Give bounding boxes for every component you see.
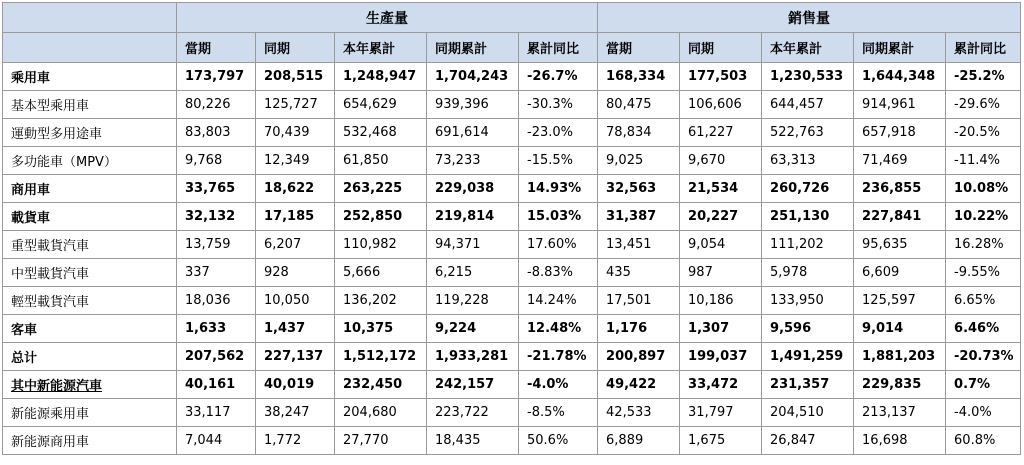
- table-cell: 199,037: [680, 343, 762, 371]
- table-cell: 939,396: [427, 91, 519, 119]
- row-label: 新能源商用車: [3, 427, 177, 455]
- table-cell: 231,357: [762, 371, 854, 399]
- table-cell: -4.0%: [519, 371, 598, 399]
- table-cell: 200,897: [598, 343, 680, 371]
- table-cell: 133,950: [762, 287, 854, 315]
- table-cell: 6,207: [256, 231, 335, 259]
- column-header: 本年累計: [335, 33, 427, 63]
- table-row: [3, 203, 1021, 231]
- table-cell: 63,313: [762, 147, 854, 175]
- table-row: [3, 119, 1021, 147]
- table-cell: 522,763: [762, 119, 854, 147]
- table-cell: -30.3%: [519, 91, 598, 119]
- table-cell: 1,881,203: [854, 343, 946, 371]
- table-cell: 1,933,281: [427, 343, 519, 371]
- row-label: 乘用車: [3, 63, 177, 91]
- table-cell: 987: [680, 259, 762, 287]
- column-header: 累計同比: [946, 33, 1021, 63]
- table-cell: 50.6%: [519, 427, 598, 455]
- table-cell: 204,510: [762, 399, 854, 427]
- table-cell: 9,054: [680, 231, 762, 259]
- row-label: 中型載貨汽車: [3, 259, 177, 287]
- table-cell: 532,468: [335, 119, 427, 147]
- table-cell: 136,202: [335, 287, 427, 315]
- table-cell: 78,834: [598, 119, 680, 147]
- row-label: 客車: [3, 315, 177, 343]
- table-cell: 15.03%: [519, 203, 598, 231]
- table-cell: 80,475: [598, 91, 680, 119]
- table-cell: 219,814: [427, 203, 519, 231]
- column-header: 當期: [598, 33, 680, 63]
- table-cell: 12,349: [256, 147, 335, 175]
- table-cell: 227,137: [256, 343, 335, 371]
- table-cell: 1,491,259: [762, 343, 854, 371]
- table-row: [3, 427, 1021, 455]
- column-header: 同期累計: [854, 33, 946, 63]
- table-cell: 9,014: [854, 315, 946, 343]
- table-cell: 17.60%: [519, 231, 598, 259]
- table-cell: -21.78%: [519, 343, 598, 371]
- table-cell: 1,248,947: [335, 63, 427, 91]
- table-cell: 1,307: [680, 315, 762, 343]
- table-cell: -26.7%: [519, 63, 598, 91]
- table-cell: 17,185: [256, 203, 335, 231]
- table-cell: 14.24%: [519, 287, 598, 315]
- column-header-row: [3, 33, 1021, 63]
- table-cell: 1,644,348: [854, 63, 946, 91]
- table-cell: 119,228: [427, 287, 519, 315]
- table-cell: -15.5%: [519, 147, 598, 175]
- row-label: 載貨車: [3, 203, 177, 231]
- table-cell: 236,855: [854, 175, 946, 203]
- table-cell: 10,050: [256, 287, 335, 315]
- table-cell: 232,450: [335, 371, 427, 399]
- table-cell: 1,675: [680, 427, 762, 455]
- table-cell: 32,132: [177, 203, 256, 231]
- table-cell: 260,726: [762, 175, 854, 203]
- table-cell: 10.08%: [946, 175, 1021, 203]
- table-cell: 177,503: [680, 63, 762, 91]
- table-cell: 125,597: [854, 287, 946, 315]
- table-cell: 70,439: [256, 119, 335, 147]
- table-cell: 18,435: [427, 427, 519, 455]
- table-cell: 654,629: [335, 91, 427, 119]
- table-cell: 213,137: [854, 399, 946, 427]
- table-cell: -9.55%: [946, 259, 1021, 287]
- table-cell: 173,797: [177, 63, 256, 91]
- table-cell: -8.5%: [519, 399, 598, 427]
- table-cell: 73,233: [427, 147, 519, 175]
- table-cell: 31,797: [680, 399, 762, 427]
- vehicle-production-sales-table: [2, 2, 1021, 455]
- table-cell: 928: [256, 259, 335, 287]
- row-label: 总计: [3, 343, 177, 371]
- table-row: [3, 371, 1021, 399]
- table-cell: 42,533: [598, 399, 680, 427]
- table-cell: 12.48%: [519, 315, 598, 343]
- table-cell: 111,202: [762, 231, 854, 259]
- table-cell: 17,501: [598, 287, 680, 315]
- table-cell: 110,982: [335, 231, 427, 259]
- row-label: 基本型乘用車: [3, 91, 177, 119]
- table-cell: 27,770: [335, 427, 427, 455]
- column-header: 同期: [680, 33, 762, 63]
- row-label: 輕型載貨汽車: [3, 287, 177, 315]
- table-cell: 657,918: [854, 119, 946, 147]
- table-cell: 18,622: [256, 175, 335, 203]
- table-cell: 263,225: [335, 175, 427, 203]
- table-row: [3, 63, 1021, 91]
- table-cell: 6,215: [427, 259, 519, 287]
- table-cell: 38,247: [256, 399, 335, 427]
- table-row: [3, 399, 1021, 427]
- table-row: [3, 175, 1021, 203]
- table-row: [3, 343, 1021, 371]
- table-cell: 168,334: [598, 63, 680, 91]
- table-row: [3, 147, 1021, 175]
- table-row: [3, 315, 1021, 343]
- table-cell: 16,698: [854, 427, 946, 455]
- table-cell: -4.0%: [946, 399, 1021, 427]
- row-label: 商用車: [3, 175, 177, 203]
- table-cell: 1,633: [177, 315, 256, 343]
- table-cell: 204,680: [335, 399, 427, 427]
- table-cell: 9,768: [177, 147, 256, 175]
- row-label: 運動型多用途車: [3, 119, 177, 147]
- table-cell: 1,704,243: [427, 63, 519, 91]
- sales-group-header: 銷售量: [598, 3, 1021, 33]
- table-cell: 14.93%: [519, 175, 598, 203]
- table-cell: 1,437: [256, 315, 335, 343]
- table-cell: 10,375: [335, 315, 427, 343]
- row-label: 重型載貨汽車: [3, 231, 177, 259]
- table-cell: 242,157: [427, 371, 519, 399]
- table-cell: 229,835: [854, 371, 946, 399]
- table-cell: 691,614: [427, 119, 519, 147]
- row-label: 其中新能源汽車: [3, 371, 177, 399]
- table-cell: 40,019: [256, 371, 335, 399]
- table-cell: -11.4%: [946, 147, 1021, 175]
- table-cell: 13,451: [598, 231, 680, 259]
- column-header: 當期: [177, 33, 256, 63]
- table-cell: 20,227: [680, 203, 762, 231]
- table-cell: 125,727: [256, 91, 335, 119]
- table-cell: 16.28%: [946, 231, 1021, 259]
- table-cell: 5,978: [762, 259, 854, 287]
- table-cell: 61,227: [680, 119, 762, 147]
- table-cell: 21,534: [680, 175, 762, 203]
- table-cell: 40,161: [177, 371, 256, 399]
- table-cell: 61,850: [335, 147, 427, 175]
- table-cell: -8.83%: [519, 259, 598, 287]
- table-cell: -20.73%: [946, 343, 1021, 371]
- table-row: [3, 259, 1021, 287]
- table-cell: 208,515: [256, 63, 335, 91]
- table-cell: 33,117: [177, 399, 256, 427]
- table-cell: 435: [598, 259, 680, 287]
- table-cell: 337: [177, 259, 256, 287]
- table-cell: 9,596: [762, 315, 854, 343]
- table-cell: 223,722: [427, 399, 519, 427]
- table-cell: 26,847: [762, 427, 854, 455]
- row-label: 多功能車（MPV）: [3, 147, 177, 175]
- corner-cell: [3, 3, 177, 33]
- table-cell: 83,803: [177, 119, 256, 147]
- table-cell: 6,889: [598, 427, 680, 455]
- table-cell: 60.8%: [946, 427, 1021, 455]
- table-cell: 6.46%: [946, 315, 1021, 343]
- group-header-row: [3, 3, 1021, 33]
- table-cell: 94,371: [427, 231, 519, 259]
- production-group-header: 生產量: [177, 3, 598, 33]
- table-cell: 7,044: [177, 427, 256, 455]
- table-cell: 1,176: [598, 315, 680, 343]
- table-cell: 9,670: [680, 147, 762, 175]
- table-cell: 1,230,533: [762, 63, 854, 91]
- table-cell: 13,759: [177, 231, 256, 259]
- table-cell: -29.6%: [946, 91, 1021, 119]
- label-column-header: [3, 33, 177, 63]
- table-cell: 9,224: [427, 315, 519, 343]
- table-cell: 6,609: [854, 259, 946, 287]
- table-row: [3, 231, 1021, 259]
- table-cell: 6.65%: [946, 287, 1021, 315]
- table-cell: 32,563: [598, 175, 680, 203]
- table-cell: 95,635: [854, 231, 946, 259]
- table-row: [3, 91, 1021, 119]
- table-cell: 71,469: [854, 147, 946, 175]
- table-cell: -23.0%: [519, 119, 598, 147]
- table-cell: 251,130: [762, 203, 854, 231]
- table-cell: 31,387: [598, 203, 680, 231]
- table-cell: 644,457: [762, 91, 854, 119]
- table-cell: 33,472: [680, 371, 762, 399]
- column-header: 同期: [256, 33, 335, 63]
- table-cell: 106,606: [680, 91, 762, 119]
- row-label: 新能源乘用車: [3, 399, 177, 427]
- table-cell: -25.2%: [946, 63, 1021, 91]
- column-header: 本年累計: [762, 33, 854, 63]
- table-cell: 80,226: [177, 91, 256, 119]
- table-row: [3, 287, 1021, 315]
- table-cell: 10,186: [680, 287, 762, 315]
- table-body: [3, 63, 1021, 455]
- column-header: 同期累計: [427, 33, 519, 63]
- table-cell: 9,025: [598, 147, 680, 175]
- table-cell: 1,512,172: [335, 343, 427, 371]
- table-cell: 229,038: [427, 175, 519, 203]
- table-cell: 1,772: [256, 427, 335, 455]
- table-cell: 18,036: [177, 287, 256, 315]
- table-cell: 0.7%: [946, 371, 1021, 399]
- table-cell: 49,422: [598, 371, 680, 399]
- table-cell: 207,562: [177, 343, 256, 371]
- table-cell: 10.22%: [946, 203, 1021, 231]
- table-cell: 33,765: [177, 175, 256, 203]
- table-cell: 5,666: [335, 259, 427, 287]
- table-cell: -20.5%: [946, 119, 1021, 147]
- column-header: 累計同比: [519, 33, 598, 63]
- table-cell: 914,961: [854, 91, 946, 119]
- table-cell: 252,850: [335, 203, 427, 231]
- table-cell: 227,841: [854, 203, 946, 231]
